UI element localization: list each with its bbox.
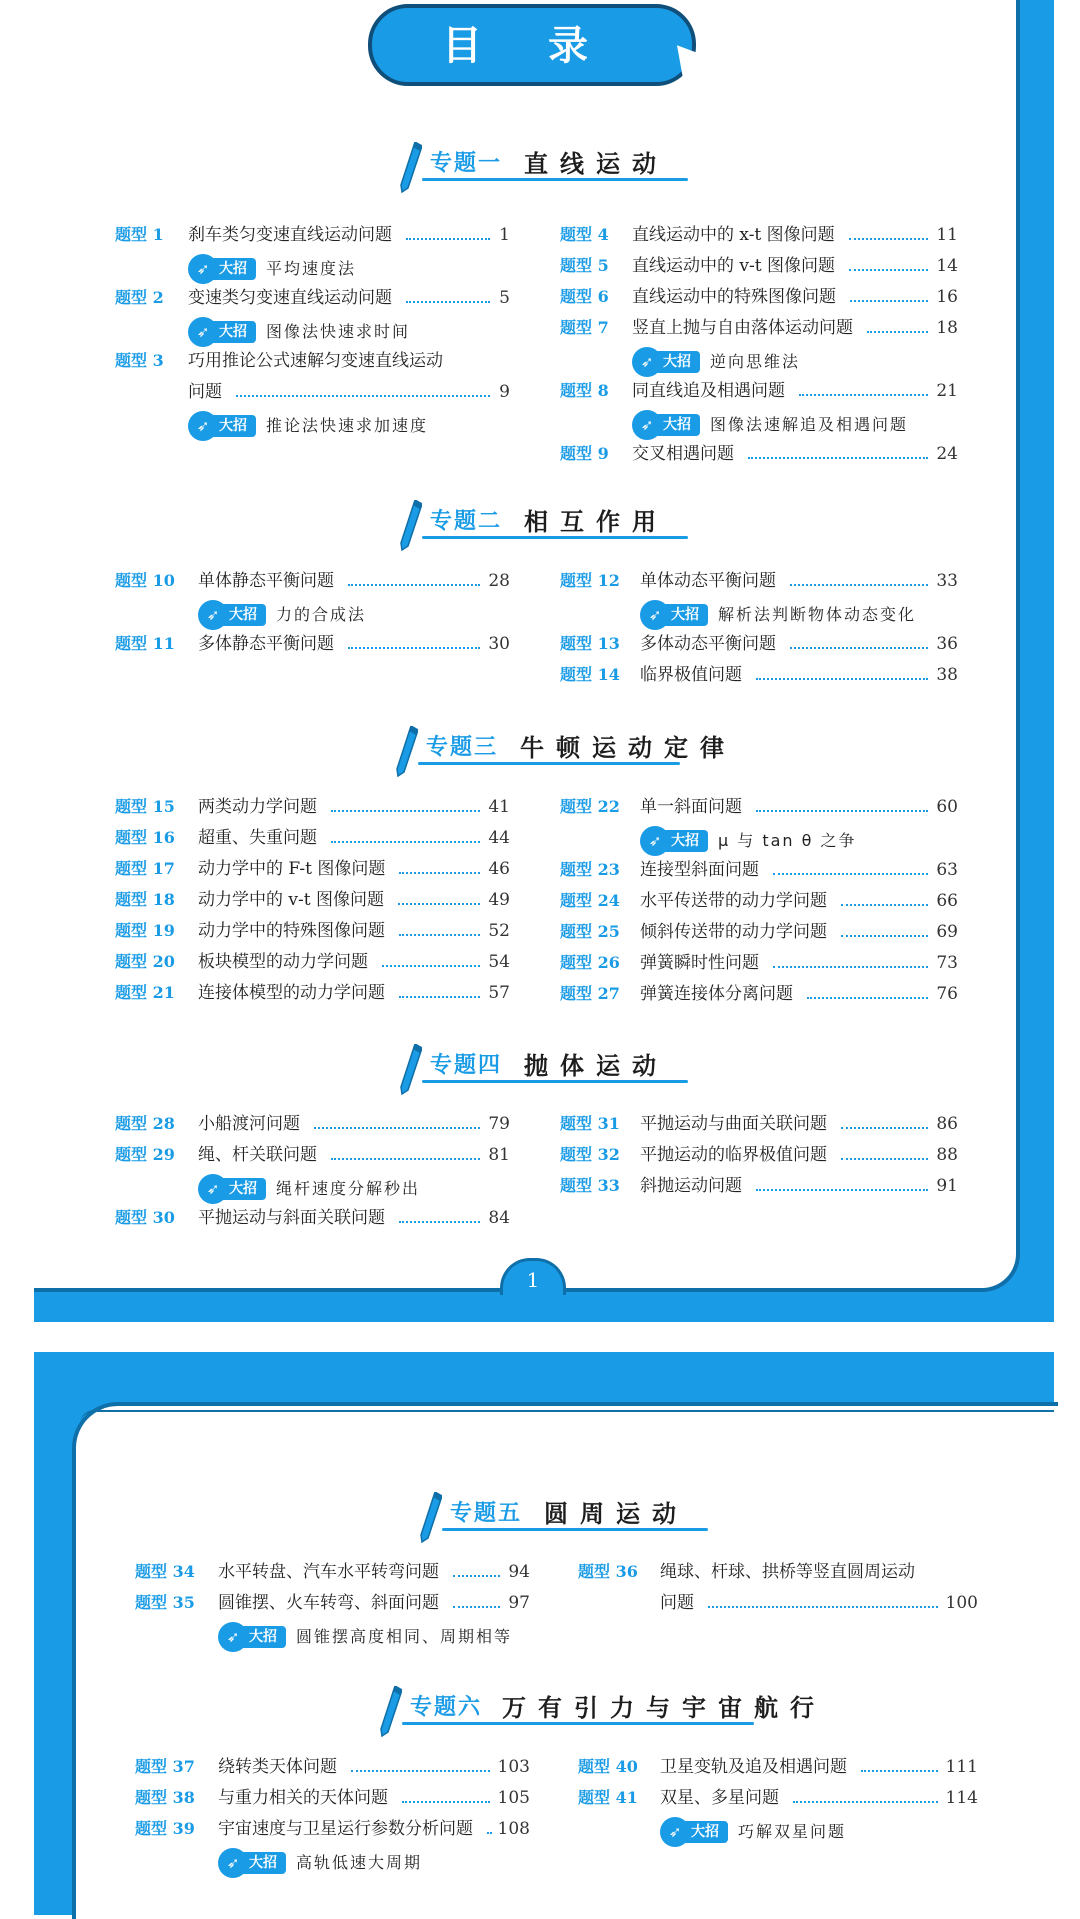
section-underline: [418, 762, 680, 765]
entry-type-id: 题型 29: [115, 1145, 175, 1164]
dotted-leader: [748, 441, 928, 459]
entry-type-id: 题型 23: [560, 860, 620, 879]
dazhao-badge: [188, 411, 256, 441]
toc-entry[interactable]: [560, 857, 958, 883]
pen-icon: [400, 1044, 422, 1096]
pen-icon: [400, 142, 422, 194]
entry-type-id: 题型 5: [560, 256, 609, 275]
entry-type-id: 题型 40: [578, 1757, 638, 1776]
entry-type-id: 题型 18: [115, 890, 175, 909]
tip-text: 力的合成法: [276, 605, 367, 624]
badge-label: 大招: [210, 258, 256, 280]
toc-entry[interactable]: [560, 441, 958, 467]
entry-title: 巧用推论公式速解匀变速直线运动: [188, 351, 443, 371]
entry-title: 宇宙速度与卫星运行参数分析问题: [218, 1819, 473, 1839]
entry-page-number: 11: [936, 225, 958, 245]
entry-type-id: 题型 1: [115, 225, 164, 244]
entry-type-id: 题型 39: [135, 1819, 195, 1838]
dazhao-badge: [198, 1174, 266, 1204]
entry-page-number: 81: [488, 1145, 510, 1165]
entry-type-id: 题型 30: [115, 1208, 175, 1227]
toc-entry[interactable]: [115, 222, 510, 248]
dotted-leader: [841, 919, 928, 937]
toc-entry[interactable]: [560, 888, 958, 914]
entry-type-id: 题型 16: [115, 828, 175, 847]
dotted-leader: [773, 857, 928, 875]
entry-page-number: 16: [936, 287, 958, 307]
entry-type-id: 题型 20: [115, 952, 175, 971]
dazhao-badge: [632, 347, 700, 377]
badge-label: 大招: [220, 604, 266, 626]
section-label: 专题五: [450, 1501, 523, 1526]
toc-entry[interactable]: [560, 568, 958, 594]
pen-icon: [380, 1686, 402, 1738]
entry-page-number: 73: [936, 953, 958, 973]
entry-type-id: 题型 36: [578, 1562, 638, 1581]
entry-page-number: 44: [488, 828, 510, 848]
section-title: 直线运动: [524, 150, 668, 178]
dazhao-badge: [188, 254, 256, 284]
entry-page-number: 103: [497, 1757, 530, 1777]
entry-page-number: 69: [936, 922, 958, 942]
section-underline: [422, 1080, 688, 1083]
toc-entry[interactable]: [115, 1205, 510, 1231]
dotted-leader: [756, 662, 928, 680]
runner-icon: ➶: [632, 410, 662, 440]
entry-title: 单一斜面问题: [640, 797, 742, 817]
entry-type-id: 题型 31: [560, 1114, 620, 1133]
dotted-leader: [849, 222, 928, 240]
runner-icon: ➶: [632, 347, 662, 377]
toc-entry[interactable]: [115, 568, 510, 594]
entry-title: 问题: [188, 382, 222, 402]
dotted-leader: [236, 379, 490, 397]
section-title: 圆周运动: [544, 1500, 688, 1528]
entry-title: 临界极值问题: [640, 665, 742, 685]
entry-type-id: 题型 33: [560, 1176, 620, 1195]
dotted-leader: [331, 794, 480, 812]
entry-page-number: 9: [499, 382, 510, 402]
dotted-leader: [399, 980, 480, 998]
toc-entry[interactable]: [560, 1142, 958, 1168]
entry-type-id: 题型 21: [115, 983, 175, 1002]
entry-page-number: 18: [936, 318, 958, 338]
entry-page-number: 91: [936, 1176, 958, 1196]
dotted-leader: [399, 856, 480, 874]
badge-label: 大招: [210, 415, 256, 437]
tip-text: μ 与 tan θ 之争: [718, 831, 857, 850]
entry-title: 弹簧瞬时性问题: [640, 953, 759, 973]
entry-title: 单体静态平衡问题: [198, 571, 334, 591]
toc-entry[interactable]: [560, 794, 958, 820]
badge-label: 大招: [240, 1626, 286, 1648]
toc-entry[interactable]: [115, 1142, 510, 1168]
entry-type-id: 题型 10: [115, 571, 175, 590]
entry-type-id: 题型 41: [578, 1788, 638, 1807]
entry-title: 小船渡河问题: [198, 1114, 300, 1134]
toc-entry[interactable]: [115, 285, 510, 311]
entry-page-number: 54: [488, 952, 510, 972]
badge-label: 大招: [654, 414, 700, 436]
pen-icon: [420, 1492, 442, 1544]
dotted-leader: [807, 981, 928, 999]
entry-title: 问题: [660, 1593, 694, 1613]
toc-entry[interactable]: [115, 825, 510, 851]
entry-type-id: 题型 19: [115, 921, 175, 940]
dotted-leader: [406, 285, 490, 303]
entry-type-id: 题型 26: [560, 953, 620, 972]
toc-entry[interactable]: [560, 284, 958, 310]
toc-entry[interactable]: [560, 662, 958, 688]
runner-icon: ➶: [640, 600, 670, 630]
entry-title: 圆锥摆、火车转弯、斜面问题: [218, 1593, 439, 1613]
entry-page-number: 111: [945, 1757, 978, 1777]
entry-title: 卫星变轨及追及相遇问题: [660, 1757, 847, 1777]
entry-page-number: 33: [936, 571, 958, 591]
entry-title: 同直线追及相遇问题: [632, 381, 785, 401]
entry-page-number: 36: [936, 634, 958, 654]
runner-icon: ➶: [188, 411, 218, 441]
entry-type-id: 题型 37: [135, 1757, 195, 1776]
toc-entry[interactable]: [560, 378, 958, 404]
page-number: 1: [526, 1268, 540, 1292]
dotted-leader: [348, 631, 480, 649]
entry-page-number: 5: [499, 288, 510, 308]
dotted-leader: [351, 1754, 490, 1772]
toc-entry[interactable]: [560, 253, 958, 279]
entry-type-id: 题型 38: [135, 1788, 195, 1807]
entry-title: 水平传送带的动力学问题: [640, 891, 827, 911]
entry-title: 平抛运动与曲面关联问题: [640, 1114, 827, 1134]
entry-title: 绕转类天体问题: [218, 1757, 337, 1777]
runner-icon: ➶: [188, 317, 218, 347]
entry-type-id: 题型 8: [560, 381, 609, 400]
toc-entry[interactable]: [115, 1111, 510, 1137]
entry-title: 变速类匀变速直线运动问题: [188, 288, 392, 308]
dotted-leader: [331, 1142, 480, 1160]
dotted-leader: [399, 918, 480, 936]
dotted-leader: [406, 222, 490, 240]
runner-icon: ➶: [198, 600, 228, 630]
entry-title: 直线运动中的特殊图像问题: [632, 287, 836, 307]
section-label: 专题一: [430, 151, 503, 176]
runner-icon: ➶: [218, 1848, 248, 1878]
dotted-leader: [790, 568, 928, 586]
toc-entry[interactable]: [135, 1785, 530, 1811]
entry-page-number: 79: [488, 1114, 510, 1134]
entry-title: 弹簧连接体分离问题: [640, 984, 793, 1004]
entry-page-number: 52: [488, 921, 510, 941]
entry-type-id: 题型 24: [560, 891, 620, 910]
dotted-leader: [314, 1111, 480, 1129]
dotted-leader: [799, 378, 928, 396]
dotted-leader: [841, 1142, 928, 1160]
entry-title: 多体动态平衡问题: [640, 634, 776, 654]
dotted-leader: [790, 631, 928, 649]
pen-icon: [400, 500, 422, 552]
entry-type-id: 题型 32: [560, 1145, 620, 1164]
entry-page-number: 60: [936, 797, 958, 817]
runner-icon: ➶: [198, 1174, 228, 1204]
dotted-leader: [773, 950, 928, 968]
dotted-leader: [399, 1205, 480, 1223]
entry-type-id: 题型 15: [115, 797, 175, 816]
badge-label: 大招: [654, 351, 700, 373]
entry-page-number: 46: [488, 859, 510, 879]
entry-type-id: 题型 28: [115, 1114, 175, 1133]
badge-label: 大招: [662, 830, 708, 852]
dotted-leader: [453, 1559, 500, 1577]
toc-entry[interactable]: [115, 918, 510, 944]
entry-title: 连接型斜面问题: [640, 860, 759, 880]
badge-label: 大招: [682, 1821, 728, 1843]
entry-page-number: 97: [508, 1593, 530, 1613]
entry-page-number: 57: [488, 983, 510, 1003]
runner-icon: ➶: [218, 1622, 248, 1652]
entry-type-id: 题型 34: [135, 1562, 195, 1581]
entry-title: 两类动力学问题: [198, 797, 317, 817]
entry-title: 直线运动中的 v-t 图像问题: [632, 256, 835, 276]
section-underline: [422, 178, 688, 181]
entry-title: 水平转盘、汽车水平转弯问题: [218, 1562, 439, 1582]
toc-entry[interactable]: [560, 1111, 958, 1137]
entry-type-id: 题型 25: [560, 922, 620, 941]
tip-text: 平均速度法: [266, 259, 357, 278]
toc-entry[interactable]: [115, 980, 510, 1006]
dotted-leader: [453, 1590, 500, 1608]
section-label: 专题二: [430, 509, 503, 534]
tip-text: 图像法速解追及相遇问题: [710, 415, 909, 434]
section-underline: [402, 1722, 754, 1725]
toc-entry[interactable]: [135, 1559, 530, 1585]
toc-entry[interactable]: [560, 919, 958, 945]
entry-title: 连接体模型的动力学问题: [198, 983, 385, 1003]
dotted-leader: [487, 1816, 490, 1834]
toc-entry[interactable]: [578, 1754, 978, 1780]
toc-entry[interactable]: [560, 222, 958, 248]
entry-title: 动力学中的 v-t 图像问题: [198, 890, 384, 910]
entry-title: 板块模型的动力学问题: [198, 952, 368, 972]
runner-icon: ➶: [188, 254, 218, 284]
section-title: 牛顿运动定律: [520, 734, 736, 762]
section-underline: [442, 1528, 708, 1531]
toc-entry[interactable]: [115, 379, 510, 405]
dotted-leader: [756, 1173, 928, 1191]
entry-page-number: 28: [488, 571, 510, 591]
entry-title: 单体动态平衡问题: [640, 571, 776, 591]
entry-page-number: 105: [497, 1788, 530, 1808]
toc-entry[interactable]: [560, 315, 958, 341]
entry-page-number: 114: [945, 1788, 978, 1808]
toc-entry[interactable]: [115, 794, 510, 820]
dotted-leader: [793, 1785, 938, 1803]
toc-entry[interactable]: [115, 949, 510, 975]
entry-page-number: 41: [488, 797, 510, 817]
tip-text: 解析法判断物体动态变化: [718, 605, 917, 624]
toc-entry[interactable]: [560, 950, 958, 976]
section-title: 抛体运动: [524, 1052, 668, 1080]
tip-text: 逆向思维法: [710, 352, 801, 371]
section-title: 相互作用: [524, 508, 668, 536]
toc-entry[interactable]: [560, 981, 958, 1007]
toc-entry[interactable]: [115, 856, 510, 882]
dazhao-badge: [218, 1622, 286, 1652]
section-underline: [422, 536, 688, 539]
section-label: 专题六: [410, 1695, 483, 1720]
toc-entry[interactable]: [560, 631, 958, 657]
entry-title: 平抛运动的临界极值问题: [640, 1145, 827, 1165]
entry-title: 绳球、杆球、拱桥等竖直圆周运动: [660, 1562, 915, 1582]
entry-page-number: 86: [936, 1114, 958, 1134]
entry-title: 交叉相遇问题: [632, 444, 734, 464]
entry-title: 斜抛运动问题: [640, 1176, 742, 1196]
entry-type-id: 题型 35: [135, 1593, 195, 1612]
entry-title: 直线运动中的 x-t 图像问题: [632, 225, 835, 245]
entry-page-number: 84: [488, 1208, 510, 1228]
badge-label: 大招: [220, 1178, 266, 1200]
entry-page-number: 63: [936, 860, 958, 880]
entry-type-id: 题型 13: [560, 634, 620, 653]
entry-type-id: 题型 4: [560, 225, 609, 244]
dazhao-badge: [188, 317, 256, 347]
entry-type-id: 题型 3: [115, 351, 164, 370]
entry-page-number: 21: [936, 381, 958, 401]
section-label: 专题四: [430, 1053, 503, 1078]
dotted-leader: [841, 888, 928, 906]
page2-edge-line: [80, 1410, 1054, 1424]
section-label: 专题三: [426, 735, 499, 760]
entry-page-number: 100: [945, 1593, 978, 1613]
dotted-leader: [867, 315, 928, 333]
entry-page-number: 24: [936, 444, 958, 464]
dazhao-badge: [198, 600, 266, 630]
dazhao-badge: [640, 826, 708, 856]
section-title: 万有引力与宇宙航行: [502, 1694, 826, 1722]
dotted-leader: [331, 825, 480, 843]
entry-page-number: 94: [508, 1562, 530, 1582]
runner-icon: ➶: [660, 1817, 690, 1847]
toc-entry[interactable]: [135, 1590, 530, 1616]
entry-type-id: 题型 17: [115, 859, 175, 878]
entry-type-id: 题型 27: [560, 984, 620, 1003]
badge-label: 大招: [662, 604, 708, 626]
badge-label: 大招: [240, 1852, 286, 1874]
dazhao-badge: [218, 1848, 286, 1878]
entry-title: 绳、杆关联问题: [198, 1145, 317, 1165]
entry-type-id: 题型 9: [560, 444, 609, 463]
entry-type-id: 题型 2: [115, 288, 164, 307]
dazhao-badge: [632, 410, 700, 440]
dotted-leader: [382, 949, 480, 967]
tip-text: 推论法快速求加速度: [266, 416, 429, 435]
tip-text: 图像法快速求时间: [266, 322, 411, 341]
entry-title: 竖直上抛与自由落体运动问题: [632, 318, 853, 338]
dotted-leader: [708, 1590, 938, 1608]
entry-page-number: 1: [499, 225, 510, 245]
entry-page-number: 49: [488, 890, 510, 910]
dotted-leader: [398, 887, 480, 905]
entry-page-number: 108: [497, 1819, 530, 1839]
toc-entry[interactable]: [115, 631, 510, 657]
dotted-leader: [861, 1754, 938, 1772]
entry-type-id: 题型 14: [560, 665, 620, 684]
entry-page-number: 88: [936, 1145, 958, 1165]
tip-text: 高轨低速大周期: [296, 1853, 423, 1872]
dotted-leader: [756, 794, 928, 812]
tip-text: 圆锥摆高度相同、周期相等: [296, 1627, 513, 1646]
entry-page-number: 38: [936, 665, 958, 685]
entry-title: 双星、多星问题: [660, 1788, 779, 1808]
entry-title: 平抛运动与斜面关联问题: [198, 1208, 385, 1228]
toc-entry[interactable]: [578, 1559, 978, 1585]
entry-page-number: 14: [936, 256, 958, 276]
dazhao-badge: [660, 1817, 728, 1847]
entry-title: 倾斜传送带的动力学问题: [640, 922, 827, 942]
dotted-leader: [850, 284, 928, 302]
entry-title: 超重、失重问题: [198, 828, 317, 848]
entry-title: 刹车类匀变速直线运动问题: [188, 225, 392, 245]
dotted-leader: [348, 568, 480, 586]
entry-title: 多体静态平衡问题: [198, 634, 334, 654]
toc-entry[interactable]: [578, 1785, 978, 1811]
entry-type-id: 题型 22: [560, 797, 620, 816]
dotted-leader: [841, 1111, 928, 1129]
entry-type-id: 题型 7: [560, 318, 609, 337]
toc-entry[interactable]: [115, 887, 510, 913]
toc-entry[interactable]: [560, 1173, 958, 1199]
entry-title: 动力学中的特殊图像问题: [198, 921, 385, 941]
toc-entry[interactable]: [578, 1590, 978, 1616]
toc-entry[interactable]: [135, 1816, 530, 1842]
runner-icon: ➶: [640, 826, 670, 856]
toc-entry[interactable]: [135, 1754, 530, 1780]
tip-text: 巧解双星问题: [738, 1822, 847, 1841]
toc-title: 目 录: [442, 23, 614, 69]
entry-page-number: 66: [936, 891, 958, 911]
dotted-leader: [402, 1785, 490, 1803]
entry-page-number: 30: [488, 634, 510, 654]
entry-title: 与重力相关的天体问题: [218, 1788, 388, 1808]
badge-label: 大招: [210, 321, 256, 343]
entry-type-id: 题型 12: [560, 571, 620, 590]
dazhao-badge: [640, 600, 708, 630]
entry-type-id: 题型 6: [560, 287, 609, 306]
entry-type-id: 题型 11: [115, 634, 175, 653]
toc-entry[interactable]: [115, 348, 510, 374]
dotted-leader: [849, 253, 928, 271]
pen-icon: [396, 726, 418, 778]
tip-text: 绳杆速度分解秒出: [276, 1179, 421, 1198]
entry-title: 动力学中的 F-t 图像问题: [198, 859, 386, 879]
entry-page-number: 76: [936, 984, 958, 1004]
